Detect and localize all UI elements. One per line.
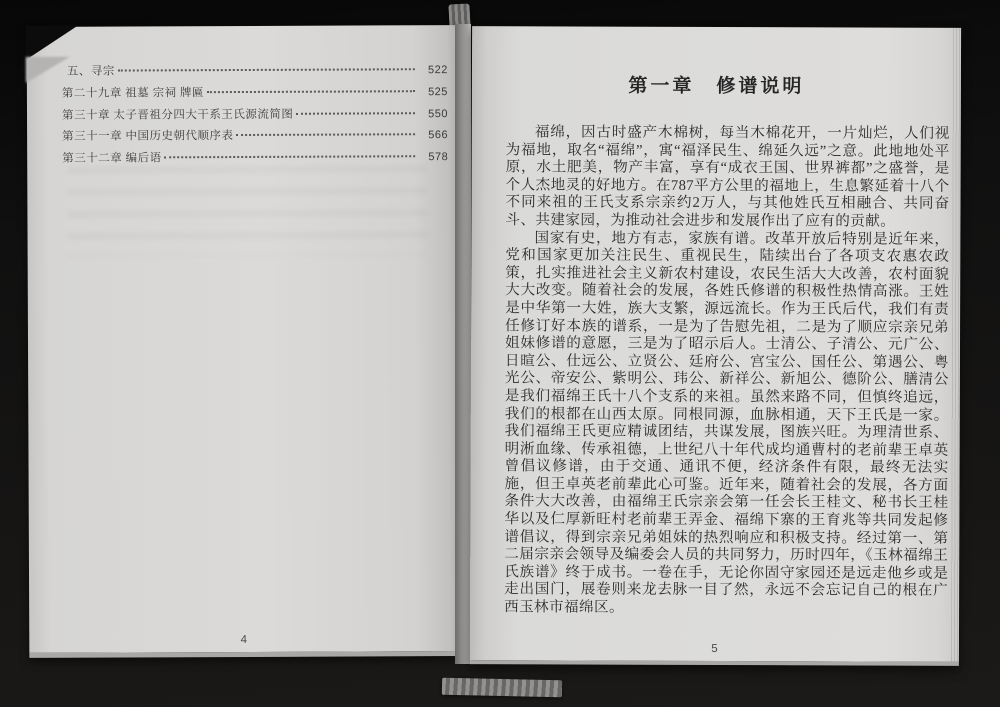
chapter-body [504,124,950,618]
toc-entry-label: 五、寻宗 [66,65,115,78]
chapter-title: 第一章 修谱说明 [628,75,805,98]
toc-entry [62,148,448,171]
spiral-binding-bottom-icon [442,678,562,698]
page-edge-stack [951,28,961,662]
toc-entry-label: 第三十二章 编后语 [62,152,162,165]
toc-dot-leader [296,112,415,115]
toc-entry-page: 522 [427,64,448,77]
toc-dot-leader [236,134,415,137]
reverse-side-show-through [67,165,427,257]
toc-entry-page: 550 [428,107,449,120]
body-paragraph: 福绵，因古时盛产木棉树，每当木棉花开，一片灿烂，人们视为福地，取名“福绵”，寓“福泽民生、绵延久远”之意。此地地处平原，水土肥美，物产丰富，享有“成衣王国、世界裤都”之盛誉，是个人杰地灵的好地方。在787平方公里的福地上，生息繁延着十八个不同来祖的王氏支系宗亲约2万人，与其他姓氏互相融合、共同奋斗、共建家园，为推动社会进步和发展作出了应有的贡献。 [505,124,950,230]
toc-entry-page: 525 [428,85,448,98]
toc-entry-page: 578 [428,151,449,164]
toc-entry-label: 第三十一章 中国历史朝代顺序表 [62,130,234,144]
body-paragraph: 国家有史，地方有志，家族有谱。改革开放后特别是近年来，党和国家更加关注民生、重视民生，陆续出台了各项支农惠农政策，扎实推进社会主义新农村建设，农民生活大大改善，农村面貌大大改变。随着社会的发展，各姓氏修谱的积极性热情高涨。王姓是中华第一大姓，族大支繁，源远流长。作为王氏后代，我们有责任修订好本族的谱系，一是为了告慰先祖，二是为了顺应宗亲兄弟姐妹修谱的意愿，三是为了昭示后人。士清公、子清公、元广公、日暄公、仕远公、立贤公、廷府公、宫宝公、国任公、第遇公、粤光公、帝安公、紫明公、玮公、新祥公、新旭公、德阶公、膳清公是我们福绵王氏十八个支系的来祖。虽然来路不同，但慎终追远，我们的根都在山西太原。同根同源，血脉相通，天下王氏是一家。我们福绵王氏更应精诚团结，共谋发展，图族兴旺。为理清世系、明淅血缘、传承祖德，上世纪八十年代成均通曹村的老前辈王卓英曾倡议修谱，由于交通、通讯不便，经济条件有限，最终无法实施，但王卓英老前辈此心可鉴。近年来，随着社会的发展，各方面条件大大改善，由福绵王氏宗亲会第一任会长王桂文、秘书长王桂华以及仁厚新旺村老前辈王弄金、福绵下寨的王育兆等共同发起修谱倡议，得到宗亲兄弟姐妹的热烈响应和积极支持。经过第一、第二届宗亲会领导及编委会人员的共同努力，历时四年，《玉林福绵王氏族谱》终于成书。一卷在手，无论你固守家园还是远走他乡或是走出国门，展卷则来龙去脉一目了然，永远不会忘记自己的根在广西玉林市福绵区。 [504,229,950,616]
table-of-contents [62,61,448,172]
page-corner-curl-shadow [26,26,78,60]
toc-entry [62,83,448,106]
toc-entry-label: 第三十章 太子晋祖分四大干系王氏源流简图 [61,108,294,122]
toc-dot-leader [165,155,416,158]
right-page [470,26,961,666]
toc-entry-page: 566 [428,129,449,142]
toc-dot-leader [118,68,415,71]
toc-entry [62,61,448,84]
toc-entry [62,126,448,149]
left-page [27,25,459,658]
page-number-left: 4 [240,633,248,647]
toc-entry [62,105,448,128]
book-gutter [455,24,471,664]
toc-dot-leader [207,90,415,93]
toc-entry-label: 第二十九章 祖墓 宗祠 牌匾 [61,86,205,100]
page-number-right: 5 [711,642,718,656]
